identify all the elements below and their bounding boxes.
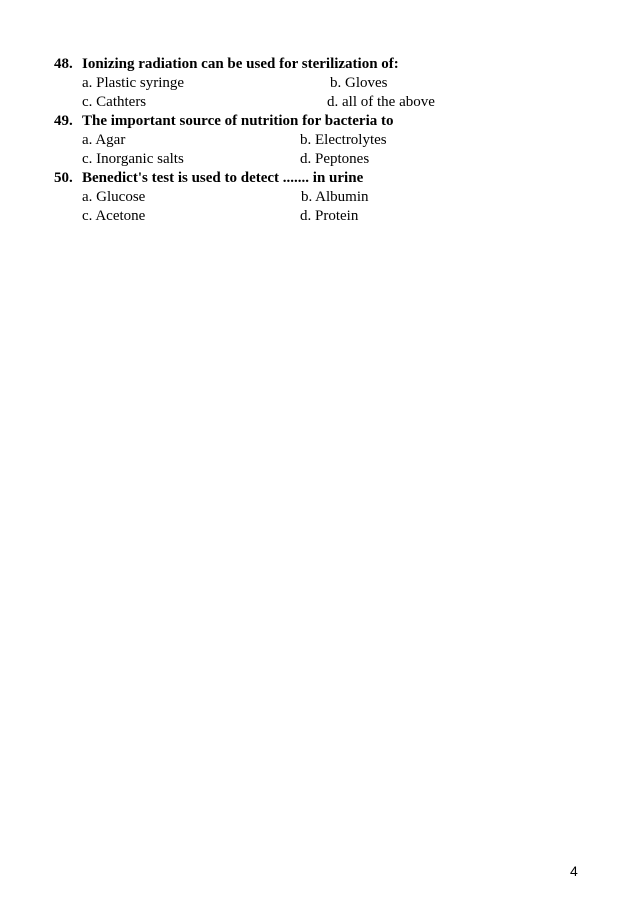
option-c: c. Inorganic salts [82, 151, 184, 167]
question-text: The important source of nutrition for bacteria to [82, 113, 394, 129]
option-d: d. Peptones [300, 151, 370, 167]
option-d: d. Protein [300, 208, 359, 224]
option-a: a. Glucose [82, 189, 146, 205]
question-number: 50. [54, 170, 73, 186]
question-text: Ionizing radiation can be used for sterilization of: [82, 56, 399, 72]
option-c: c. Acetone [82, 208, 146, 224]
option-b: b. Electrolytes [300, 132, 387, 148]
option-c: c. Cathters [82, 94, 147, 110]
option-b: b. Albumin [301, 189, 369, 205]
question-50 [54, 169, 363, 188]
page-number: 4 [570, 863, 578, 879]
option-b: b. Gloves [330, 75, 388, 91]
question-48 [54, 55, 399, 74]
question-text: Benedict's test is used to detect ....... in urine [82, 170, 364, 186]
question-number: 48. [54, 56, 73, 72]
question-49 [54, 112, 394, 131]
option-d: d. all of the above [327, 94, 435, 110]
option-a: a. Agar [82, 132, 126, 148]
question-number: 49. [54, 113, 73, 129]
option-a: a. Plastic syringe [82, 75, 185, 91]
